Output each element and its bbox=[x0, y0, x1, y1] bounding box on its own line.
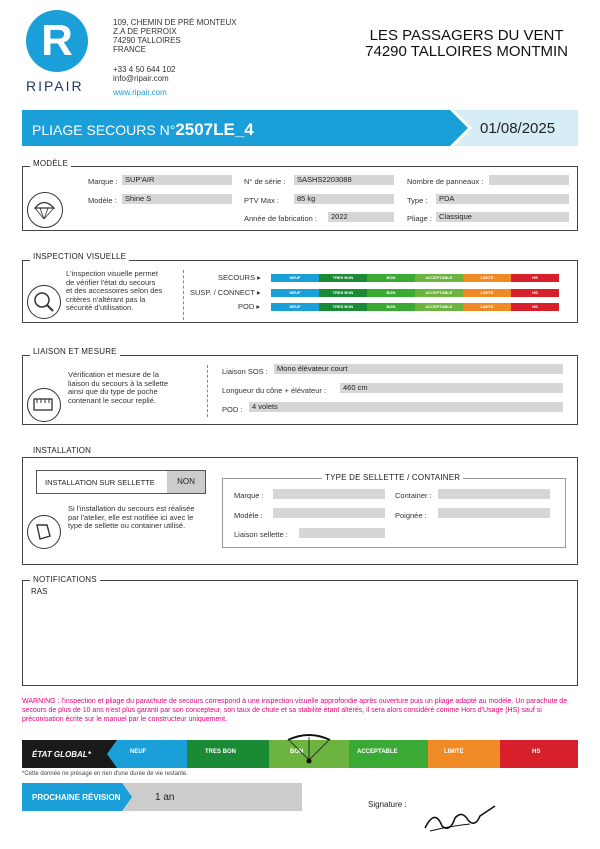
banner bbox=[22, 110, 578, 146]
pod-field: 4 volets bbox=[249, 402, 563, 412]
address-line: Z.A DE PERROIX bbox=[113, 27, 177, 36]
inst-container-field bbox=[438, 489, 550, 499]
scale-segment[interactable]: NEUF bbox=[271, 303, 319, 311]
phone: +33 4 50 644 102 bbox=[113, 65, 176, 74]
marque-label: Marque : bbox=[88, 177, 118, 186]
sellette-label: INSTALLATION SUR SELLETTE bbox=[45, 478, 155, 487]
global-acceptable[interactable]: ACCEPTABLE bbox=[357, 749, 398, 755]
liaison-text bbox=[68, 371, 168, 405]
global-hs[interactable]: HS bbox=[532, 749, 541, 755]
scale-segment[interactable]: BON bbox=[367, 274, 415, 282]
longueur-label: Longueur du cône + élévateur : bbox=[222, 386, 327, 395]
installation-title: INSTALLATION bbox=[30, 446, 94, 455]
ptv-label: PTV Max : bbox=[244, 196, 280, 205]
harness-icon bbox=[27, 515, 61, 549]
scale-segment[interactable]: HS bbox=[511, 289, 559, 297]
signature-label: Signature : bbox=[368, 800, 407, 809]
panneaux-field bbox=[489, 175, 569, 185]
sellette-value: NON bbox=[167, 471, 205, 493]
inst-modele-field bbox=[273, 508, 385, 518]
scale-segment[interactable]: ACCEPTABLE bbox=[415, 289, 463, 297]
signature-mark bbox=[420, 798, 500, 838]
global-tres-bon[interactable]: TRES BON bbox=[205, 749, 237, 755]
text-line: de vérifier l'état du secours bbox=[66, 277, 156, 287]
type-label: Type : bbox=[407, 196, 428, 205]
text-line: par l'atelier, elle est notifiée ici avec le bbox=[68, 512, 194, 522]
text-line: sécurité d'utilisation. bbox=[66, 303, 134, 313]
text-line: ainsi que du type de poche bbox=[68, 387, 158, 397]
global-neuf[interactable]: NEUF bbox=[130, 749, 147, 755]
modele-label: Modèle : bbox=[88, 196, 117, 205]
notifications-text: RAS bbox=[31, 587, 48, 596]
global-bon[interactable]: BON bbox=[290, 749, 304, 755]
text-line: contenant le secour replié. bbox=[68, 395, 156, 405]
ripair-logo bbox=[24, 10, 96, 96]
scale-segment[interactable]: HS bbox=[511, 274, 559, 282]
address-line: 74290 TALLOIRES bbox=[113, 36, 181, 45]
scale-segment[interactable]: BON bbox=[367, 303, 415, 311]
divider bbox=[183, 270, 184, 320]
row-label-susp: SUSP. / CONNECT ▸ bbox=[190, 288, 261, 297]
inst-liaison-label: Liaison sellette : bbox=[234, 530, 288, 539]
state-scale bbox=[271, 303, 559, 311]
scale-segment[interactable]: ACCEPTABLE bbox=[415, 303, 463, 311]
revision-value: 1 an bbox=[155, 792, 175, 803]
banner-title-number: 2507LE_4 bbox=[175, 120, 254, 139]
scale-segment[interactable]: TRES BON bbox=[319, 274, 367, 282]
inst-marque-label: Marque : bbox=[234, 491, 264, 500]
email[interactable]: info@ripair.com bbox=[113, 74, 169, 83]
scale-segment[interactable]: HS bbox=[511, 303, 559, 311]
global-state-bar bbox=[22, 740, 578, 768]
client-block bbox=[365, 28, 568, 60]
state-scale bbox=[271, 274, 559, 282]
pliage-field: Classique bbox=[436, 212, 569, 222]
text-line: liaison du secours à la sellette bbox=[68, 378, 169, 388]
annee-label: Année de fabrication : bbox=[244, 214, 317, 223]
scale-segment[interactable]: NEUF bbox=[271, 289, 319, 297]
banner-title bbox=[32, 120, 254, 140]
global-note: *Cette donnée ne présage en rien d'une durée de vie restante. bbox=[22, 771, 188, 777]
text-line: Si l'installation du secours est réalisée bbox=[68, 504, 195, 513]
address-line: FRANCE bbox=[113, 45, 146, 54]
longueur-field: 460 cm bbox=[340, 383, 563, 393]
pliage-label: Pliage : bbox=[407, 214, 433, 223]
paraglider-mark-icon bbox=[284, 732, 334, 766]
serie-label: N° de série : bbox=[244, 177, 286, 186]
global-limite[interactable]: LIMITE bbox=[444, 749, 464, 755]
sos-field: Mono élévateur court bbox=[274, 364, 563, 374]
parachute-icon bbox=[27, 192, 63, 228]
text-line: L'inspection visuelle permet bbox=[66, 269, 158, 278]
scale-segment[interactable]: ACCEPTABLE bbox=[415, 274, 463, 282]
scale-segment[interactable]: BON bbox=[367, 289, 415, 297]
inspection-title: INSPECTION VISUELLE bbox=[30, 252, 129, 261]
notifications-section bbox=[22, 580, 578, 686]
inst-marque-field bbox=[273, 489, 385, 499]
global-label: ÉTAT GLOBAL* bbox=[32, 750, 91, 759]
measure-icon bbox=[27, 388, 61, 422]
scale-segment[interactable]: LIMITE bbox=[463, 289, 511, 297]
sellette-box bbox=[36, 470, 206, 494]
logo-circle: R bbox=[26, 10, 88, 72]
annee-field: 2022 bbox=[328, 212, 394, 222]
serie-field: SASHS2203088 bbox=[294, 175, 394, 185]
text-line: critères n'altérant pas la bbox=[66, 294, 146, 304]
liaison-title: LIAISON ET MESURE bbox=[30, 347, 120, 356]
inst-poignee-label: Poignée : bbox=[395, 511, 427, 520]
modele-field: Shine S bbox=[122, 194, 232, 204]
scale-segment[interactable]: TRES BON bbox=[319, 289, 367, 297]
warning-text: WARNING : l'inspection et pliage du parachute de secours correspond à une inspection visuelle approfondie après ouverture puis un pliage adapté au modèle. Un parachute de secours de plus de 10 ans n'est plus garanti par son concepteur, son taux de chute et sa stabilité étant altérés, il sera alors considéré comme Hors d'Usage (HS) sauf si préconisation écrite sur le manuel par le constructeur uniquement. bbox=[22, 698, 568, 723]
banner-title-prefix: PLIAGE SECOURS N° bbox=[32, 122, 176, 138]
scale-segment[interactable]: LIMITE bbox=[463, 303, 511, 311]
revision-bar bbox=[22, 783, 302, 811]
text-line: type de sellette ou container utilisé. bbox=[68, 521, 186, 531]
inst-poignee-field bbox=[438, 508, 550, 518]
scale-segment[interactable]: NEUF bbox=[271, 274, 319, 282]
ptv-field: 85 kg bbox=[294, 194, 394, 204]
pod-label: POD : bbox=[222, 405, 243, 414]
website[interactable]: www.ripair.com bbox=[113, 88, 167, 97]
inst-container-label: Container : bbox=[395, 491, 432, 500]
text-line: et des accessoires selon des bbox=[66, 286, 163, 296]
installation-text bbox=[68, 505, 195, 531]
notifications-title: NOTIFICATIONS bbox=[30, 575, 100, 584]
magnifier-icon bbox=[27, 285, 61, 319]
banner-date: 01/08/2025 bbox=[480, 120, 556, 137]
scale-segment[interactable]: TRES BON bbox=[319, 303, 367, 311]
text-line: Vérification et mesure de la bbox=[68, 370, 159, 379]
row-label-pod: POD ▸ bbox=[238, 302, 261, 311]
sos-label: Liaison SOS : bbox=[222, 367, 268, 376]
row-label-secours: SECOURS ▸ bbox=[218, 273, 261, 282]
modele-title: MODÈLE bbox=[30, 159, 71, 168]
type-title: TYPE DE SELLETTE / CONTAINER bbox=[322, 473, 463, 482]
panneaux-label: Nombre de panneaux : bbox=[407, 177, 484, 186]
address-line: 109, CHEMIN DE PRÉ MONTEUX bbox=[113, 18, 237, 27]
state-scale bbox=[271, 289, 559, 297]
revision-label: PROCHAINE RÉVISION bbox=[32, 793, 121, 802]
client-name: LES PASSAGERS DU VENT bbox=[369, 27, 564, 44]
inspection-text bbox=[66, 270, 162, 313]
client-city: 74290 TALLOIRES MONTMIN bbox=[365, 43, 568, 60]
divider bbox=[207, 365, 208, 417]
marque-field: SUP'AIR bbox=[122, 175, 232, 185]
inst-liaison-field bbox=[299, 528, 385, 538]
type-field: PDA bbox=[436, 194, 569, 204]
scale-segment[interactable]: LIMITE bbox=[463, 274, 511, 282]
inst-modele-label: Modèle : bbox=[234, 511, 263, 520]
logo-name: RIPAIR bbox=[26, 78, 84, 94]
